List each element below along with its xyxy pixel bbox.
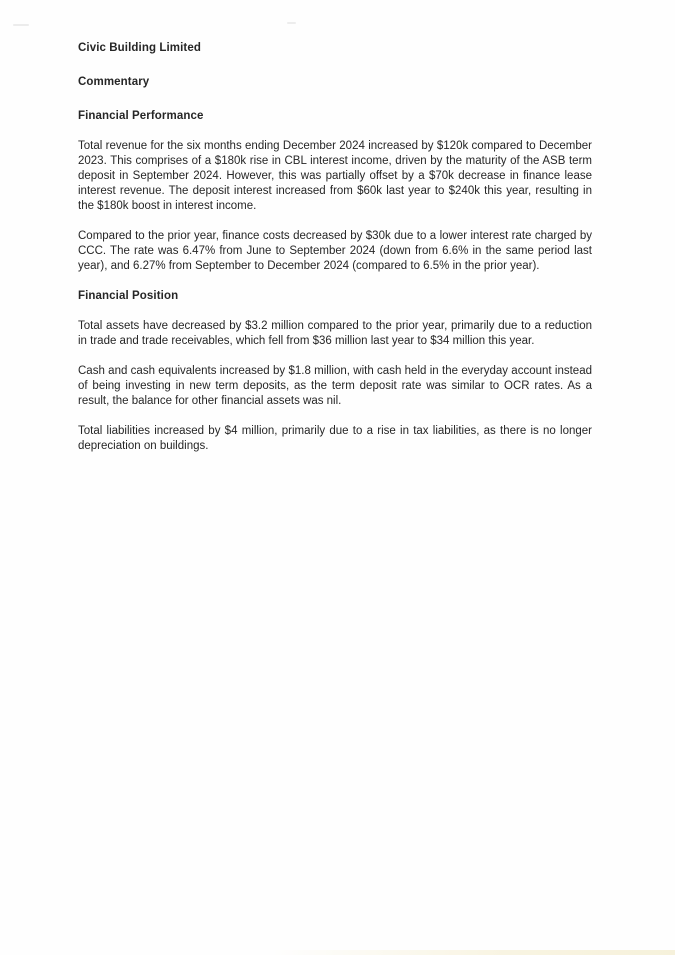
section-financial-performance: [78, 109, 592, 274]
section-heading-financial-position: Financial Position: [78, 290, 179, 302]
paragraph-total-liabilities: Total liabilities increased by $4 million, primarily due to a rise in tax liabilities, as there is no longer depreciation on buildings.: [78, 425, 592, 452]
section-financial-position: [78, 289, 592, 454]
scan-artifact: [287, 22, 296, 24]
scan-artifact: [13, 24, 29, 26]
paragraph-total-assets: Total assets have decreased by $3.2 million compared to the prior year, primarily due to a reduction in trade and trade receivables, which fell from $36 million last year to $34 million this year.: [78, 320, 592, 347]
paragraph-revenue: Total revenue for the six months ending December 2024 increased by $120k compared to December 2023. This comprises of a $180k rise in CBL interest income, driven by the maturity of the ASB term deposit in September 2024. However, this was partially offset by a $70k decrease in finance lease interest revenue. The deposit interest increased from $60k last year to $240k this year, resulting in the $180k boost in interest income.: [78, 140, 592, 212]
paragraph-finance-costs: Compared to the prior year, finance costs decreased by $30k due to a lower interest rate charged by CCC. The rate was 6.47% from June to September 2024 (down from 6.6% in the same period last year), and 6.27% from September to December 2024 (compared to 6.5% in the prior year).: [78, 230, 592, 272]
paragraph-cash-equivalents: Cash and cash equivalents increased by $1.8 million, with cash held in the everyday account instead of being investing in new term deposits, as the term deposit rate was similar to OCR rates. As a result, the balance for other financial assets was nil.: [78, 365, 592, 407]
scan-edge-artifact: [0, 950, 675, 955]
document-subtitle: Commentary: [78, 76, 150, 88]
document-title: Civic Building Limited: [78, 42, 201, 54]
section-heading-financial-performance: Financial Performance: [78, 110, 204, 122]
document-body: [78, 41, 592, 469]
